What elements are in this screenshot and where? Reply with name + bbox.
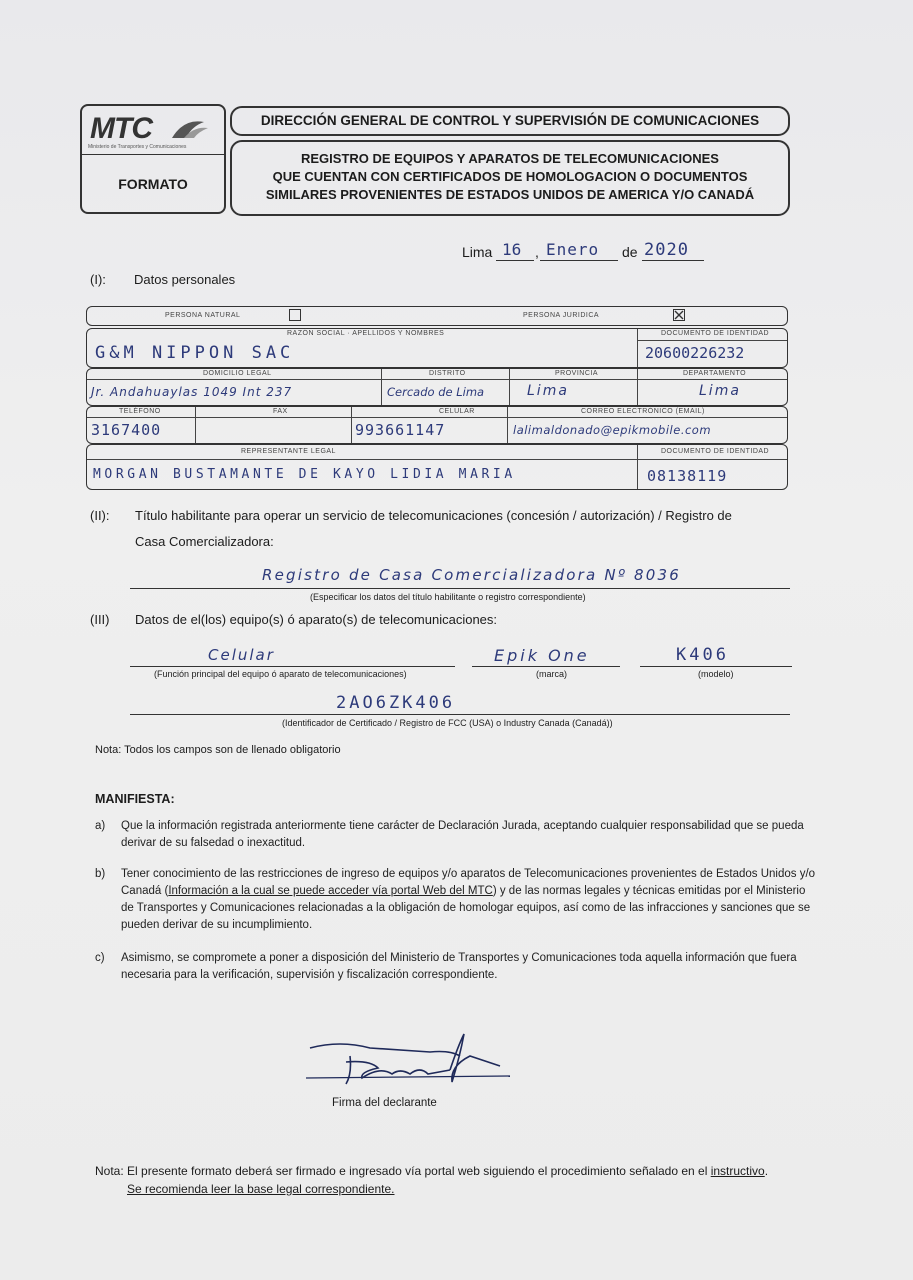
provincia-label: PROVINCIA xyxy=(555,370,599,377)
manifiesta-b-text xyxy=(121,866,821,934)
section2-caption: (Especificar los datos del título habilitante o registro correspondiente) xyxy=(310,592,586,602)
form-title-line2: QUE CUENTAN CON CERTIFICADOS DE HOMOLOGACION O DOCUMENTOS xyxy=(272,169,748,184)
date-year: 2020 xyxy=(644,240,689,260)
celular-value[interactable]: 993661147 xyxy=(355,421,446,439)
persona-juridica-checkbox[interactable] xyxy=(673,309,685,321)
persona-natural-checkbox[interactable] xyxy=(289,309,301,321)
correo-label: CORREO ELECTRÓNICO (EMAIL) xyxy=(581,408,705,415)
doc-identidad-label: DOCUMENTO DE IDENTIDAD xyxy=(661,330,770,337)
form-title-line3: SIMILARES PROVENIENTES DE ESTADOS UNIDOS DE AMERICA Y/O CANADÁ xyxy=(265,187,755,202)
logo-text: MTC xyxy=(90,112,152,145)
manifiesta-b-letter: b) xyxy=(95,868,106,880)
razon-social-value[interactable]: G&M NIPPON SAC xyxy=(95,343,295,363)
manifiesta-b-post: ) y de las normas legales y técnicas emitidas por el Ministerio de Transportes y Comunicaciones relacionadas a la obligación de homologar equipos, así como de las infracciones y sanciones que se pueden derivar de su incumplimiento. xyxy=(121,885,811,931)
cert-value[interactable]: 2AO6ZK406 xyxy=(336,693,456,713)
manifiesta-a-letter: a) xyxy=(95,820,106,832)
cert-caption: (Identificador de Certificado / Registro de FCC (USA) o Industry Canada (Canadá)) xyxy=(282,718,613,728)
date-line: Lima 16 , Enero de 2020 xyxy=(462,240,712,264)
date-de: de xyxy=(622,244,638,260)
manifiesta-title: MANIFIESTA: xyxy=(95,792,175,806)
date-day: 16 xyxy=(502,240,522,259)
section1-title: Datos personales xyxy=(134,272,236,287)
razon-social-row xyxy=(86,328,788,368)
signature xyxy=(300,1026,520,1096)
section2-value[interactable]: Registro de Casa Comercializadora Nº 8036 xyxy=(262,566,682,584)
manifiesta-c-text: Asimismo, se compromete a poner a disposición del Ministerio de Transportes y Comunicaciones toda aquella información que fuera necesaria para la verificación, supervisión y fiscalización correspondiente. xyxy=(121,952,797,981)
domicilio-row xyxy=(86,368,788,406)
fax-label: FAX xyxy=(273,408,288,415)
celular-label: CELULAR xyxy=(439,408,475,415)
nota-final-post: . xyxy=(764,1164,769,1178)
funcion-caption: (Función principal del equipo ó aparato de telecomunicaciones) xyxy=(154,669,407,679)
logo-box xyxy=(80,104,226,214)
razon-social-label: RAZÓN SOCIAL · APELLIDOS Y NOMBRES xyxy=(287,330,445,337)
logo-subtitle: Ministerio de Transportes y Comunicaciones xyxy=(88,144,187,150)
correo-value[interactable]: lalimaldonado@epikmobile.com xyxy=(513,423,712,437)
manifiesta-b-pre: Tener conocimiento de las restricciones de ingreso de equipos y/o aparatos de Telecomunicaciones provenientes de Estados Unidos y/o Canadá ( xyxy=(121,868,816,897)
telefono-value[interactable]: 3167400 xyxy=(91,421,162,439)
funcion-value[interactable]: Celular xyxy=(208,646,275,664)
representante-row xyxy=(86,444,788,490)
manifiesta-a-text: Que la información registrada anteriormente tiene carácter de Declaración Jurada, aceptando cualquier responsabilidad que se pueda derivar de su falsedad o inexactitud. xyxy=(121,820,804,849)
domicilio-value[interactable]: Jr. Andahuaylas 1049 Int 237 xyxy=(91,385,293,399)
distrito-value[interactable]: Cercado de Lima xyxy=(387,385,485,399)
instructivo-link[interactable]: instructivo xyxy=(710,1164,765,1178)
title-box xyxy=(230,140,790,216)
checkmark-icon xyxy=(674,310,684,320)
section2-text-line2: Casa Comercializadora: xyxy=(135,534,274,549)
section3-title: Datos de el(los) equipo(s) ó aparato(s) de telecomunicaciones: xyxy=(135,612,498,627)
section3-number: (III) xyxy=(90,612,110,627)
modelo-value[interactable]: K406 xyxy=(676,645,729,665)
firma-label: Firma del declarante xyxy=(332,1097,437,1109)
doc-identidad-value[interactable]: 20600226232 xyxy=(645,344,745,362)
formato-label: FORMATO xyxy=(118,176,188,192)
section2-number: (II): xyxy=(90,508,110,523)
marca-caption: (marca) xyxy=(536,669,567,679)
section2-text-line1: Título habilitante para operar un servicio de telecomunicaciones (concesión / autorización) / Registro de xyxy=(135,508,732,523)
domicilio-label: DOMICILIO LEGAL xyxy=(203,370,272,377)
form-title-line1: REGISTRO DE EQUIPOS Y APARATOS DE TELECOMUNICACIONES xyxy=(301,151,719,166)
persona-natural-label: PERSONA NATURAL xyxy=(165,312,241,319)
provincia-value[interactable]: Lima xyxy=(527,383,569,399)
doc-rep-value[interactable]: 08138119 xyxy=(647,467,728,485)
telefono-row xyxy=(86,406,788,444)
distrito-label: DISTRITO xyxy=(429,370,466,377)
nota-obligatorio: Nota: Todos los campos son de llenado obligatorio xyxy=(95,744,341,756)
marca-value[interactable]: Epik One xyxy=(494,646,590,665)
date-city: Lima xyxy=(462,244,493,260)
departamento-label: DEPARTAMENTO xyxy=(683,370,747,377)
doc-rep-label: DOCUMENTO DE IDENTIDAD xyxy=(661,448,770,455)
base-legal-link[interactable]: Se recomienda leer la base legal correspondiente. xyxy=(127,1182,395,1196)
representante-label: REPRESENTANTE LEGAL xyxy=(241,448,336,455)
persona-row xyxy=(86,306,788,326)
nota-final-pre: Nota: El presente formato deberá ser firmado e ingresado vía portal web siguiendo el procedimiento señalado en el xyxy=(95,1164,711,1178)
direccion-title: DIRECCIÓN GENERAL DE CONTROL Y SUPERVISIÓN DE COMUNICACIONES xyxy=(260,113,760,128)
logo-emblem-icon xyxy=(170,116,210,142)
nota-final xyxy=(95,1164,768,1178)
persona-juridica-label: PERSONA JURIDICA xyxy=(523,312,600,319)
direccion-box xyxy=(230,106,790,136)
representante-value[interactable]: MORGAN BUSTAMANTE DE KAYO LIDIA MARIA xyxy=(93,467,516,482)
telefono-label: TELÉFONO xyxy=(119,408,161,415)
modelo-caption: (modelo) xyxy=(698,669,734,679)
departamento-value[interactable]: Lima xyxy=(699,383,741,399)
manifiesta-c-letter: c) xyxy=(95,952,105,964)
mtc-portal-link[interactable]: Información a la cual se puede acceder vía portal Web del MTC xyxy=(168,885,493,897)
section1-number: (I): xyxy=(90,272,106,287)
date-month: Enero xyxy=(546,240,600,259)
